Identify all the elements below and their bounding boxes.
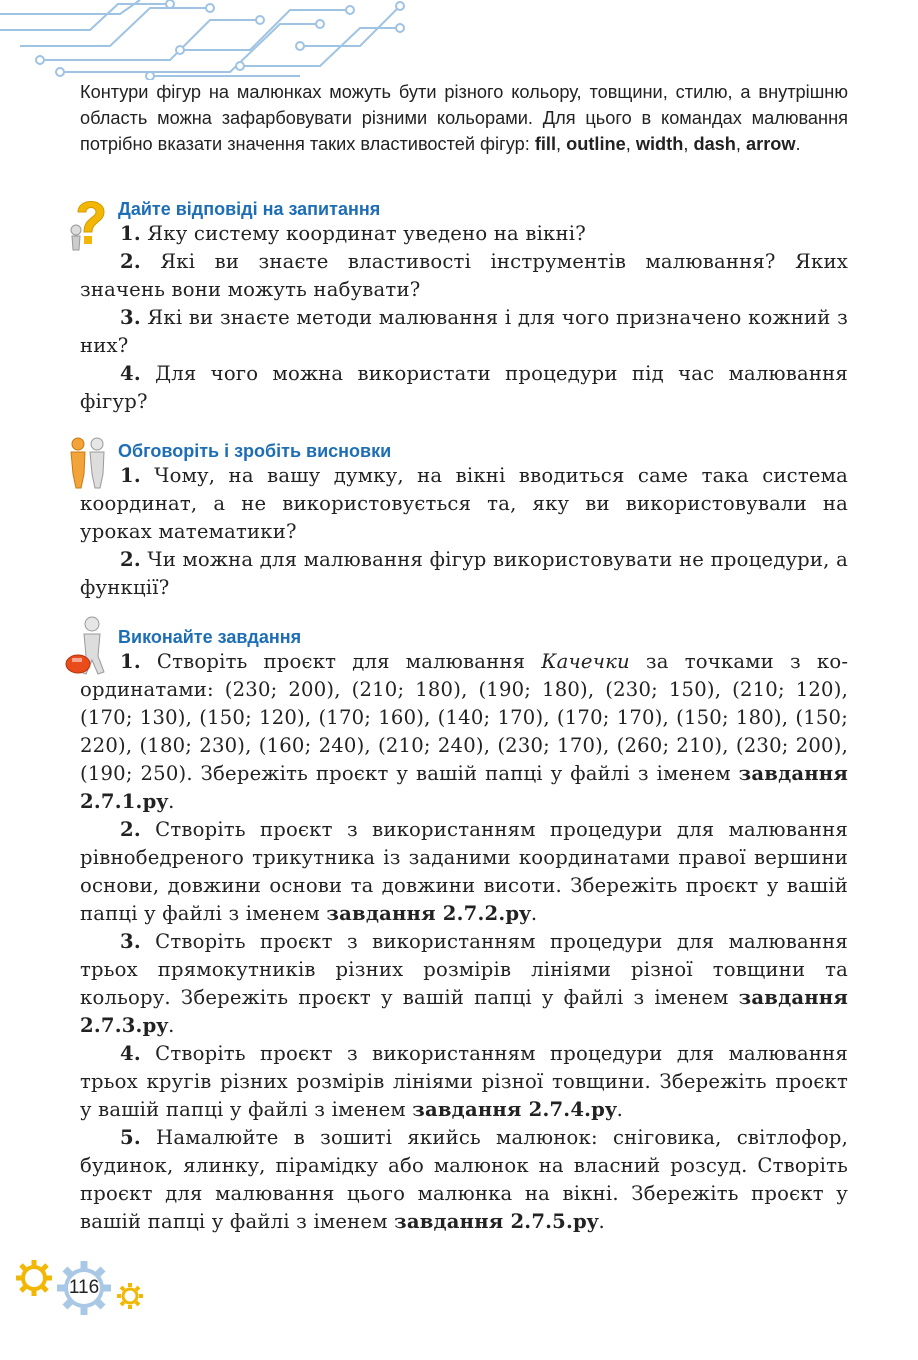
file-name: завдання 2.7.3.py [80, 986, 848, 1037]
keyword-arrow: arrow [746, 133, 796, 154]
list-item: 1. Створіть проєкт для малювання Качечки за точками з координатами: (230; 200), (210; 180), (190; 180), (230; 150), (210; 120), (170; 130), (150; 120), (170; 160), (140; 170), (170; 170), (150; 180), (150; 220), (180; 230), (160; 240), (210; 240), (230; 170), (260; 210), (230; 200), (190; 250). Збережіть проєкт у вашій папці у файлі з іменем завдання 2.7.1.py. [80, 650, 848, 813]
list-item: 2. Створіть проєкт з використанням процедури для малювання рівнобедреного трикутника із заданими координатами правої вершини основи, довжини основи та довжини висоти. Збережіть проєкт у вашій папці у файлі з іменем завдання 2.7.2.py. [80, 818, 848, 925]
intro-paragraph: Контури фігур на малюнках можуть бути різного кольору, товщини, стилю, а внутрішню область можна зафарбовувати різними кольорами. Для цього в командах малювання потрібно вказати значення таких властивостей фігур: fill, outline, width, dash, arrow. [80, 82, 848, 154]
circuit-decoration [0, 0, 430, 80]
section-heading: Дайте відповіді на запитання [118, 199, 381, 219]
file-name: завдання 2.7.4.py [412, 1098, 617, 1121]
discuss-section [80, 440, 848, 602]
list-item: 2. Чи можна для малювання фігур використовувати не процедури, а функції? [80, 548, 848, 599]
questions-section [80, 198, 848, 416]
file-name: завдання 2.7.2.py [326, 902, 531, 925]
list-item: 1. Чому, на вашу думку, на вікні вводиться саме така система координат, а не використовується та, яку ви використовували на уроках математики? [80, 464, 848, 543]
tasks-section [80, 626, 848, 1236]
section-heading: Обговоріть і зробіть висновки [118, 441, 392, 461]
list-item: 2. Які ви знаєте властивості інструментів малювання? Яких значень вони можуть набувати? [80, 250, 848, 301]
task-list [80, 648, 848, 1236]
list-item: 3. Які ви знаєте методи малювання і для чого призначено кожний з них? [80, 306, 848, 357]
list-item: 4. Створіть проєкт з використанням процедури для малювання трьох кругів різних розмірів лініями різної товщини. Збережіть проєкт у вашій папці у файлі з іменем завдання 2.7.4.py. [80, 1042, 848, 1121]
keyword-outline: outline [566, 133, 626, 154]
list-item: 3. Створіть проєкт з використанням процедури для малювання трьох прямокутників різних розмірів лініями різної товщини та кольору. Збережіть проєкт у вашій папці у файлі з іменем завдання 2.7.3.py. [80, 930, 848, 1037]
list-item: 4. Для чого можна використати процедури під час малювання фігур? [80, 362, 848, 413]
file-name: завдання 2.7.5.py [394, 1210, 599, 1233]
file-name: завдання 2.7.1.py [80, 762, 848, 813]
intro-text: Контури фігур на малюнках можуть бути різного кольору, товщини, стилю, а внутрішню область можна зафарбовувати різними кольорами. Для цього в командах малювання потрібно вказати значення таких властивостей фігур: [80, 82, 848, 154]
keyword-fill: fill [534, 133, 557, 154]
keyword-width: width [635, 133, 684, 154]
discuss-list [80, 462, 848, 602]
list-item: 5. Намалюйте в зошиті якийсь малюнок: сніговика, світлофор, будинок, ялинку, пірамідку або малюнок на власний розсуд. Створіть проєкт для малювання цього малюнка на вікні. Збережіть проєкт у вашій папці у файлі з іменем завдання 2.7.5.py. [80, 1126, 848, 1233]
gear-icon [116, 1282, 144, 1310]
list-item: 1. Яку систему координат уведено на вікні? [120, 222, 586, 245]
question-list [80, 220, 848, 416]
section-heading: Виконайте завдання [118, 627, 302, 647]
gear-icon [14, 1258, 54, 1298]
keyword-dash: dash [693, 133, 736, 154]
page-number: 116 [68, 1277, 100, 1298]
page-number-badge [56, 1260, 112, 1316]
